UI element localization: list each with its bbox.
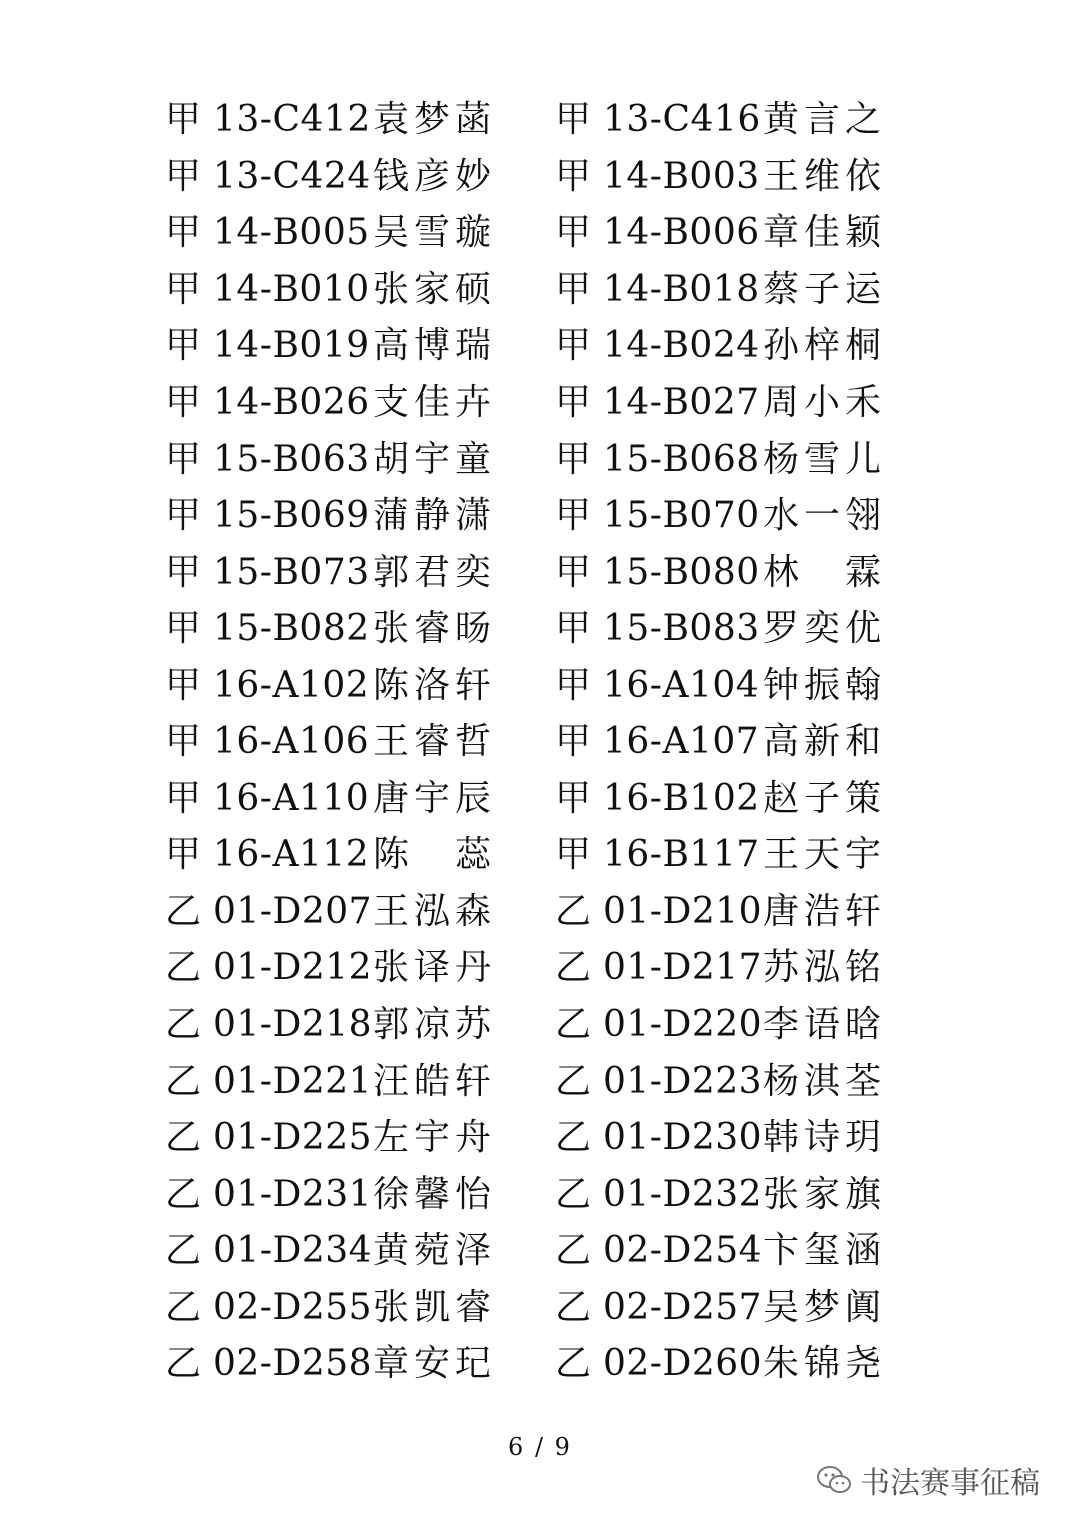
page-indicator: 6 / 9 [508,1433,572,1461]
entry-name: 唐宇辰 [373,777,491,819]
entry-name: 胡宇童 [373,438,491,480]
entry-code: 16-A107 [603,721,760,763]
entry-name: 张家硕 [373,268,491,310]
list-item [555,658,881,714]
entry-name: 唐浩轩 [763,890,881,932]
list-item [165,601,555,657]
list-row [165,771,905,828]
entry-grade: 乙 [165,1060,202,1102]
entry-code: 02-D255 [213,1286,373,1328]
list-item [165,1223,555,1279]
entry-code: 16-A112 [213,834,370,876]
list-row [165,431,905,488]
entry-name: 孙梓桐 [763,325,881,367]
list-row [165,1336,905,1393]
list-item [555,149,881,205]
list-item [165,432,555,488]
entry-grade: 甲 [555,99,592,141]
list-row [165,1110,905,1167]
entry-code: 14-B010 [213,268,370,310]
entry-grade: 乙 [165,1117,202,1159]
entry-code: 02-D258 [213,1343,373,1385]
entry-grade: 乙 [165,1343,202,1385]
entry-code: 01-D230 [603,1117,763,1159]
entry-grade: 甲 [555,268,592,310]
list-item [165,827,555,883]
list-item [555,771,881,827]
entry-code: 15-B068 [603,438,760,480]
entry-name: 水一翎 [763,495,881,537]
entry-code: 01-D223 [603,1060,763,1102]
entry-name: 高博瑞 [373,325,491,367]
list-item [555,205,881,261]
entry-name: 郭凉苏 [373,1004,491,1046]
entry-name: 陈洛轩 [373,664,491,706]
list-row [165,884,905,941]
list-item [555,940,881,996]
entry-name: 周小禾 [763,382,881,423]
entry-code: 01-D225 [213,1117,373,1159]
entry-name: 章安玘 [373,1343,491,1385]
list-item [165,1110,555,1166]
entry-grade: 乙 [165,1004,202,1046]
entry-name: 朱锦尧 [763,1343,881,1385]
list-row [165,262,905,319]
list-item [165,771,555,827]
entry-grade: 乙 [165,1286,202,1328]
list-row [165,1053,905,1110]
entry-code: 02-D254 [603,1230,763,1272]
list-item [555,1054,881,1110]
entry-code: 01-D234 [213,1230,373,1272]
list-item [555,1280,881,1336]
list-row [165,375,905,432]
list-item [165,545,555,601]
list-row [165,318,905,375]
entry-name: 王维依 [763,155,881,197]
entry-name: 林 霖 [763,551,881,593]
entry-name: 韩诗玥 [763,1117,881,1159]
entry-grade: 甲 [165,495,202,537]
entry-grade: 甲 [165,99,202,141]
entry-code: 16-B102 [603,777,760,819]
entry-grade: 乙 [555,1117,592,1159]
list-item [555,318,881,374]
entry-grade: 甲 [555,382,592,423]
list-item [555,1223,881,1279]
list-item [165,92,555,148]
list-item [165,1336,555,1392]
list-row [165,940,905,997]
entry-code: 13-C412 [213,99,371,141]
entry-code: 01-D212 [213,947,373,989]
list-item [165,488,555,544]
list-item [555,714,881,770]
entry-code: 01-D217 [603,947,763,989]
entry-name: 王天宇 [763,834,881,876]
list-row [165,488,905,545]
entry-grade: 甲 [165,212,202,254]
list-item [555,1110,881,1166]
list-item [165,714,555,770]
entry-code: 15-B080 [603,551,760,593]
entry-code: 01-D221 [213,1060,373,1102]
list-item [555,262,881,318]
entry-name: 陈 蕊 [373,834,491,876]
entry-grade: 乙 [165,1230,202,1272]
list-row [165,205,905,262]
entry-code: 16-A110 [213,777,370,819]
list-row [165,149,905,206]
entry-grade: 甲 [165,551,202,593]
entry-code: 15-B063 [213,438,370,480]
list-item [555,432,881,488]
entry-grade: 甲 [165,155,202,197]
watermark [816,1458,1040,1502]
list-item [165,318,555,374]
entry-grade: 乙 [165,1173,202,1215]
entry-name: 钱彦妙 [373,155,491,197]
entry-code: 16-A102 [213,664,370,706]
entry-grade: 乙 [165,890,202,932]
entry-grade: 甲 [165,438,202,480]
list-item [555,1167,881,1223]
entry-name: 蔡子运 [763,268,881,310]
entry-grade: 乙 [555,1286,592,1328]
entry-name: 杨淇荃 [763,1060,881,1102]
entry-name: 高新和 [763,721,881,763]
entry-code: 15-B083 [603,608,760,650]
entry-code: 14-B019 [213,325,370,367]
entry-grade: 乙 [555,1173,592,1215]
entry-name: 支佳卉 [373,382,491,423]
entry-name: 罗奕优 [763,608,881,650]
entry-code: 14-B018 [603,268,760,310]
entry-code: 14-B027 [603,382,760,423]
list-item [555,375,881,431]
entry-grade: 甲 [555,495,592,537]
entry-code: 13-C424 [213,155,371,197]
entry-code: 01-D210 [603,890,763,932]
list-row [165,997,905,1054]
entry-grade: 甲 [165,268,202,310]
list-item [555,92,881,148]
entry-grade: 甲 [165,382,202,423]
entry-name: 黄菀泽 [373,1230,491,1272]
entry-name: 王泓森 [373,890,491,932]
entry-grade: 甲 [555,608,592,650]
entry-code: 01-D218 [213,1004,373,1046]
entry-code: 16-A106 [213,721,370,763]
entry-code: 16-A104 [603,664,760,706]
entry-name: 王睿哲 [373,721,491,763]
entry-code: 01-D207 [213,890,373,932]
entry-code: 14-B005 [213,212,370,254]
list-item [165,149,555,205]
entry-name: 汪皓轩 [373,1060,491,1102]
entry-grade: 甲 [555,664,592,706]
entry-code: 15-B082 [213,608,370,650]
entry-grade: 甲 [165,721,202,763]
list-row [165,657,905,714]
entry-name: 郭君奕 [373,551,491,593]
entry-code: 16-B117 [603,834,760,876]
entry-name: 黄言之 [763,99,881,141]
list-item [555,884,881,940]
list-item [555,488,881,544]
entry-name: 左宇舟 [373,1117,491,1159]
entry-code: 13-C416 [603,99,761,141]
list-item [165,262,555,318]
entry-name: 张家旗 [763,1173,881,1215]
list-item [165,1280,555,1336]
entry-name: 卞玺涵 [763,1230,881,1272]
list-item [165,884,555,940]
entry-grade: 乙 [555,1343,592,1385]
entry-name: 吴梦阗 [763,1286,881,1328]
list-item [165,205,555,261]
entry-name: 李语晗 [763,1004,881,1046]
list-row [165,601,905,658]
entry-name: 袁梦菡 [373,99,491,141]
entry-name: 张凯睿 [373,1286,491,1328]
entry-grade: 甲 [555,155,592,197]
list-item [555,997,881,1053]
list-item [555,1336,881,1392]
watermark-text: 书法赛事征稿 [860,1466,1040,1501]
entry-code: 14-B006 [603,212,760,254]
list-item [165,1054,555,1110]
list-item [165,940,555,996]
list-item [555,601,881,657]
entry-grade: 甲 [555,721,592,763]
list-item [555,545,881,601]
list-item [165,658,555,714]
wechat-icon [816,1465,852,1495]
entry-grade: 甲 [555,834,592,876]
entry-code: 14-B024 [603,325,760,367]
entry-grade: 甲 [555,325,592,367]
entry-code: 14-B026 [213,382,370,423]
entry-name: 章佳颖 [763,212,881,254]
list-row [165,1279,905,1336]
entry-name: 张译丹 [373,947,491,989]
entry-grade: 乙 [555,947,592,989]
list-item [165,1167,555,1223]
list-row [165,1166,905,1223]
entry-code: 01-D231 [213,1173,373,1215]
entry-grade: 乙 [165,947,202,989]
list-item [555,827,881,883]
entry-code: 01-D232 [603,1173,763,1215]
entry-grade: 甲 [165,834,202,876]
entry-name: 蒲静潇 [373,495,491,537]
list-row [165,92,905,149]
entry-code: 02-D260 [603,1343,763,1385]
list-row [165,827,905,884]
entry-code: 15-B069 [213,495,370,537]
entry-grade: 甲 [555,212,592,254]
entry-grade: 甲 [555,551,592,593]
entry-name: 赵子策 [763,777,881,819]
entry-name: 苏泓铭 [763,947,881,989]
list-item [165,997,555,1053]
entry-name: 徐馨怡 [373,1173,491,1215]
entry-grade: 乙 [555,890,592,932]
entry-grade: 甲 [165,777,202,819]
entry-name: 吴雪璇 [373,212,491,254]
entry-code: 15-B070 [603,495,760,537]
list-row [165,1223,905,1280]
entry-grade: 乙 [555,1004,592,1046]
list-row [165,544,905,601]
list-item [165,375,555,431]
entry-grade: 甲 [165,608,202,650]
entry-name: 钟振翰 [763,664,881,706]
entry-code: 01-D220 [603,1004,763,1046]
list-row [165,714,905,771]
entry-grade: 乙 [555,1230,592,1272]
entry-grade: 乙 [555,1060,592,1102]
entry-grade: 甲 [165,664,202,706]
entry-code: 15-B073 [213,551,370,593]
entry-grade: 甲 [555,777,592,819]
entry-code: 14-B003 [603,155,760,197]
entry-name: 杨雪儿 [763,438,881,480]
entry-code: 02-D257 [603,1286,763,1328]
entry-grade: 甲 [555,438,592,480]
entry-grade: 甲 [165,325,202,367]
entry-list [165,92,905,1393]
entry-name: 张睿旸 [373,608,491,650]
